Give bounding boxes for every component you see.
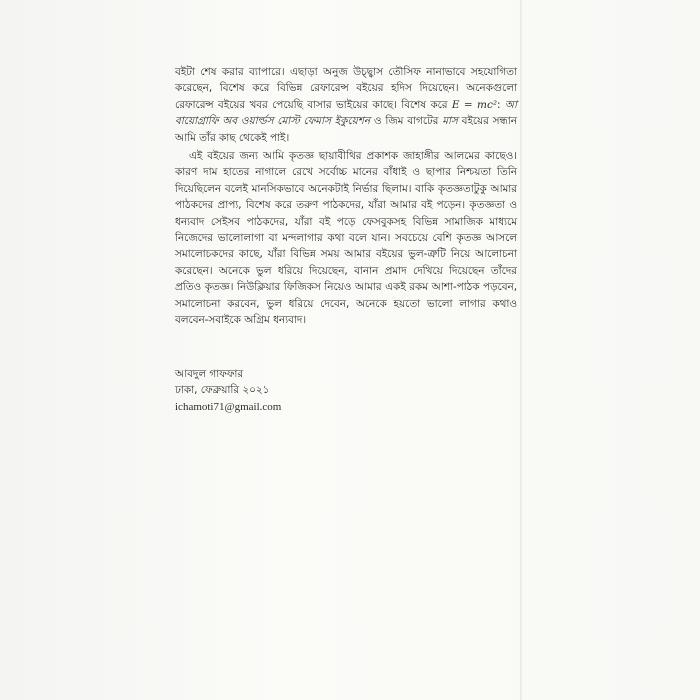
author-name: আবদুল গাফফার	[175, 368, 244, 380]
book-title: আ বায়োগ্রাফি অব ওয়ার্ল্ডস মোস্ট ফেমাস ইকুয়েশন	[175, 98, 517, 128]
book-title-2: মাস	[442, 115, 458, 128]
paragraph-2: এই বইয়ের জন্য আমি কৃতজ্ঞ ছায়াবীথির প্রকাশক জাহাঙ্গীর আলমের কাছেও। কারণ দাম হাতের নাগালে রেখে সর্বোচ্চ মানের বাঁধাই ও ছাপার নিশ্চয়তা তিনি দিয়েছিলেন বলেই মানসিকভাবে অনেকটাই নির্ভার ছিলাম। বাকি কৃতজ্ঞতাটুকু আমার পাঠকদের প্রাপ্য, বিশেষ করে তরুণ পাঠকদের, যাঁরা আমার বই পড়েন। কৃতজ্ঞতা ও ধন্যবাদ সেইসব পাঠকদের, যাঁরা বই পড়ে ফেসবুকসহ বিভিন্ন সামাজিক মাধ্যমে নিজেদের ভালোলাগা বা মন্দলাগার কথা বলে যান। সবচেয়ে বেশি কৃতজ্ঞ আসলে সমালোচকদের কাছে, যাঁরা বিভিন্ন সময় আমার বইয়ের ভুল-ত্রুটি নিয়ে আলোচনা করেছেন। অনেকে ভুল ধরিয়ে দিয়েছেন, বানান প্রমাদ দেখিয়ে দিয়েছেন তাঁদের প্রতিও কৃতজ্ঞ। নিউক্লিয়ার ফিজিকস নিয়েও আমার একই রকম আশা-পাঠক পড়বেন, সমালোচনা করবেন, ভুল ধরিয়ে দেবেন, অনেকে হয়তো ভালো লাগার কথাও বলবেন-সবাইকে অগ্রিম ধন্যবাদ।	[175, 150, 517, 327]
paragraph-1	[175, 64, 517, 146]
signature-block	[175, 366, 475, 415]
place-date: ঢাকা, ফেব্রুয়ারি ২০২১	[175, 384, 270, 397]
paragraph-1-end: বইয়ের সন্ধান আমি তাঁর কাছ থেকেই পাই।	[175, 115, 517, 144]
paragraph-1-text: বইটা শেষ করার ব্যাপারে। এছাড়া অনুজ উচ্ছ্বাস তৌসিফ নানাভাবে সহযোগিতা করেছেন, বিশেষ করে বিভিন্ন রেফারেন্স বইয়ের হদিস দিয়েছেন। অনেকগুলো রেফারেন্স বইয়ের খবর পেয়েছি বাসার ভাইয়ের কাছে। বিশেষ করে	[175, 66, 517, 111]
formula-emc2: E = mc²	[451, 98, 498, 111]
page-edge-shadow	[520, 0, 522, 700]
author-email: ichamoti71@gmail.com	[175, 400, 282, 413]
paragraph-1-colon: :	[497, 98, 505, 111]
paragraph-1-mid: ও জিম বাগটের	[370, 115, 443, 128]
body-text	[175, 64, 517, 329]
